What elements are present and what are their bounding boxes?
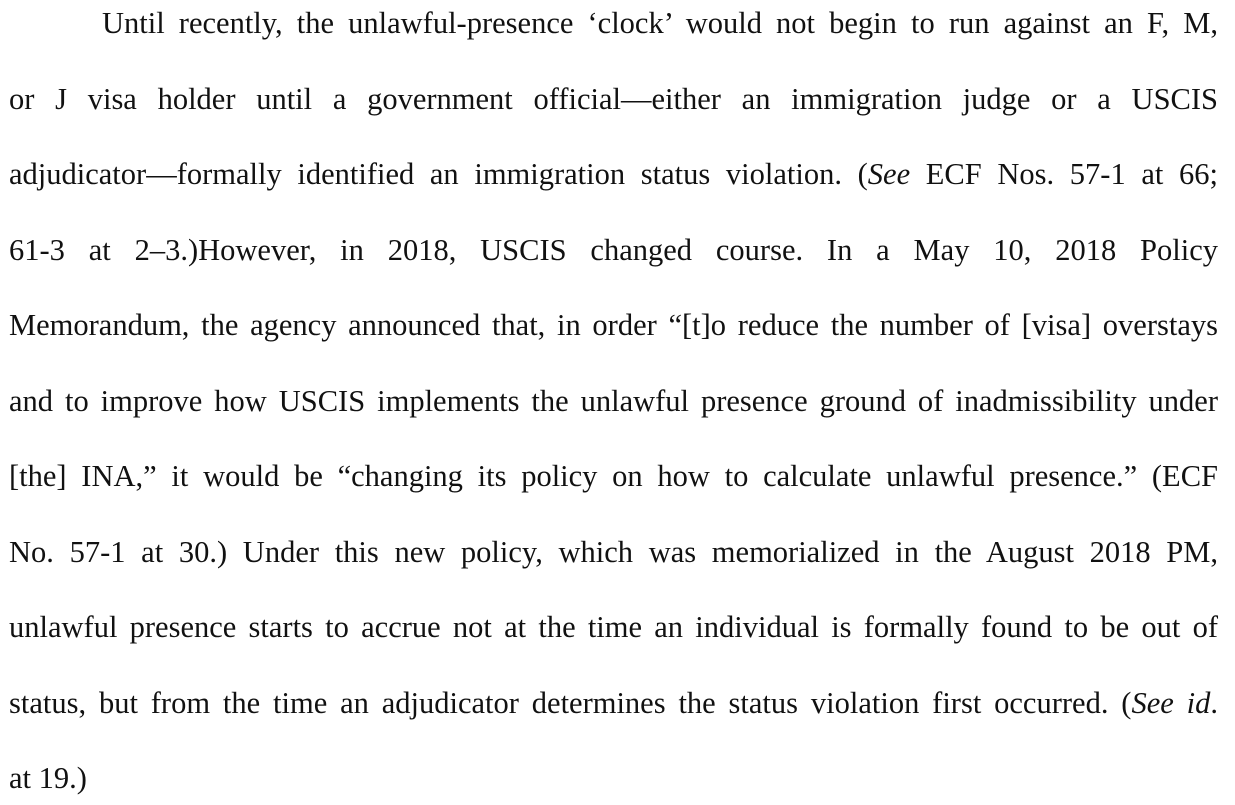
text-run: or J visa holder until a government official—either an immigration judge or a USCIS: [9, 82, 1218, 116]
text-run: [the] INA,” it would be “changing its policy on how to calculate unlawful presence.” (ECF: [9, 459, 1218, 493]
text-run: ECF Nos. 57-1 at 66;: [910, 157, 1218, 191]
text-run: and to improve how USCIS implements the unlawful presence ground of inadmissibility under: [9, 384, 1218, 418]
text-run: adjudicator—formally identified an immigration status violation. (: [9, 157, 868, 191]
text-run: .: [1210, 686, 1218, 720]
paragraph-line: [9, 3, 1218, 43]
text-run: However, in 2018, USCIS changed course. In a May 10, 2018 Policy: [198, 233, 1219, 267]
text-run: unlawful presence starts to accrue not at the time an individual is formally found to be out of: [9, 610, 1218, 644]
paragraph-line: [9, 230, 1218, 270]
paragraph-line: [9, 532, 1218, 572]
paragraph-line: [9, 305, 1218, 345]
paragraph-line: [9, 683, 1218, 723]
text-run: No. 57-1 at 30.) Under this new policy, which was memorialized in the August 2018 PM,: [9, 535, 1218, 569]
text-run: Memorandum, the agency announced that, in order “[t]o reduce the number of [visa] overstays: [9, 308, 1218, 342]
text-run: status, but from the time an adjudicator determines the status violation first occurred. (: [9, 686, 1132, 720]
paragraph-line: [9, 154, 1218, 194]
italic-signal: See: [867, 157, 911, 191]
italic-signal: See id: [1131, 686, 1211, 720]
text-run: Until recently, the unlawful-presence ‘clock’ would not begin to run against an F, M,: [102, 6, 1218, 40]
text-run: at 19.): [9, 761, 87, 795]
paragraph-line: [9, 381, 1218, 421]
paragraph-line: [9, 79, 1218, 119]
text-run: 61-3 at 2–3.): [9, 233, 199, 267]
paragraph-line: [9, 456, 1218, 496]
paragraph-line: [9, 758, 1218, 798]
paragraph-line: [9, 607, 1218, 647]
